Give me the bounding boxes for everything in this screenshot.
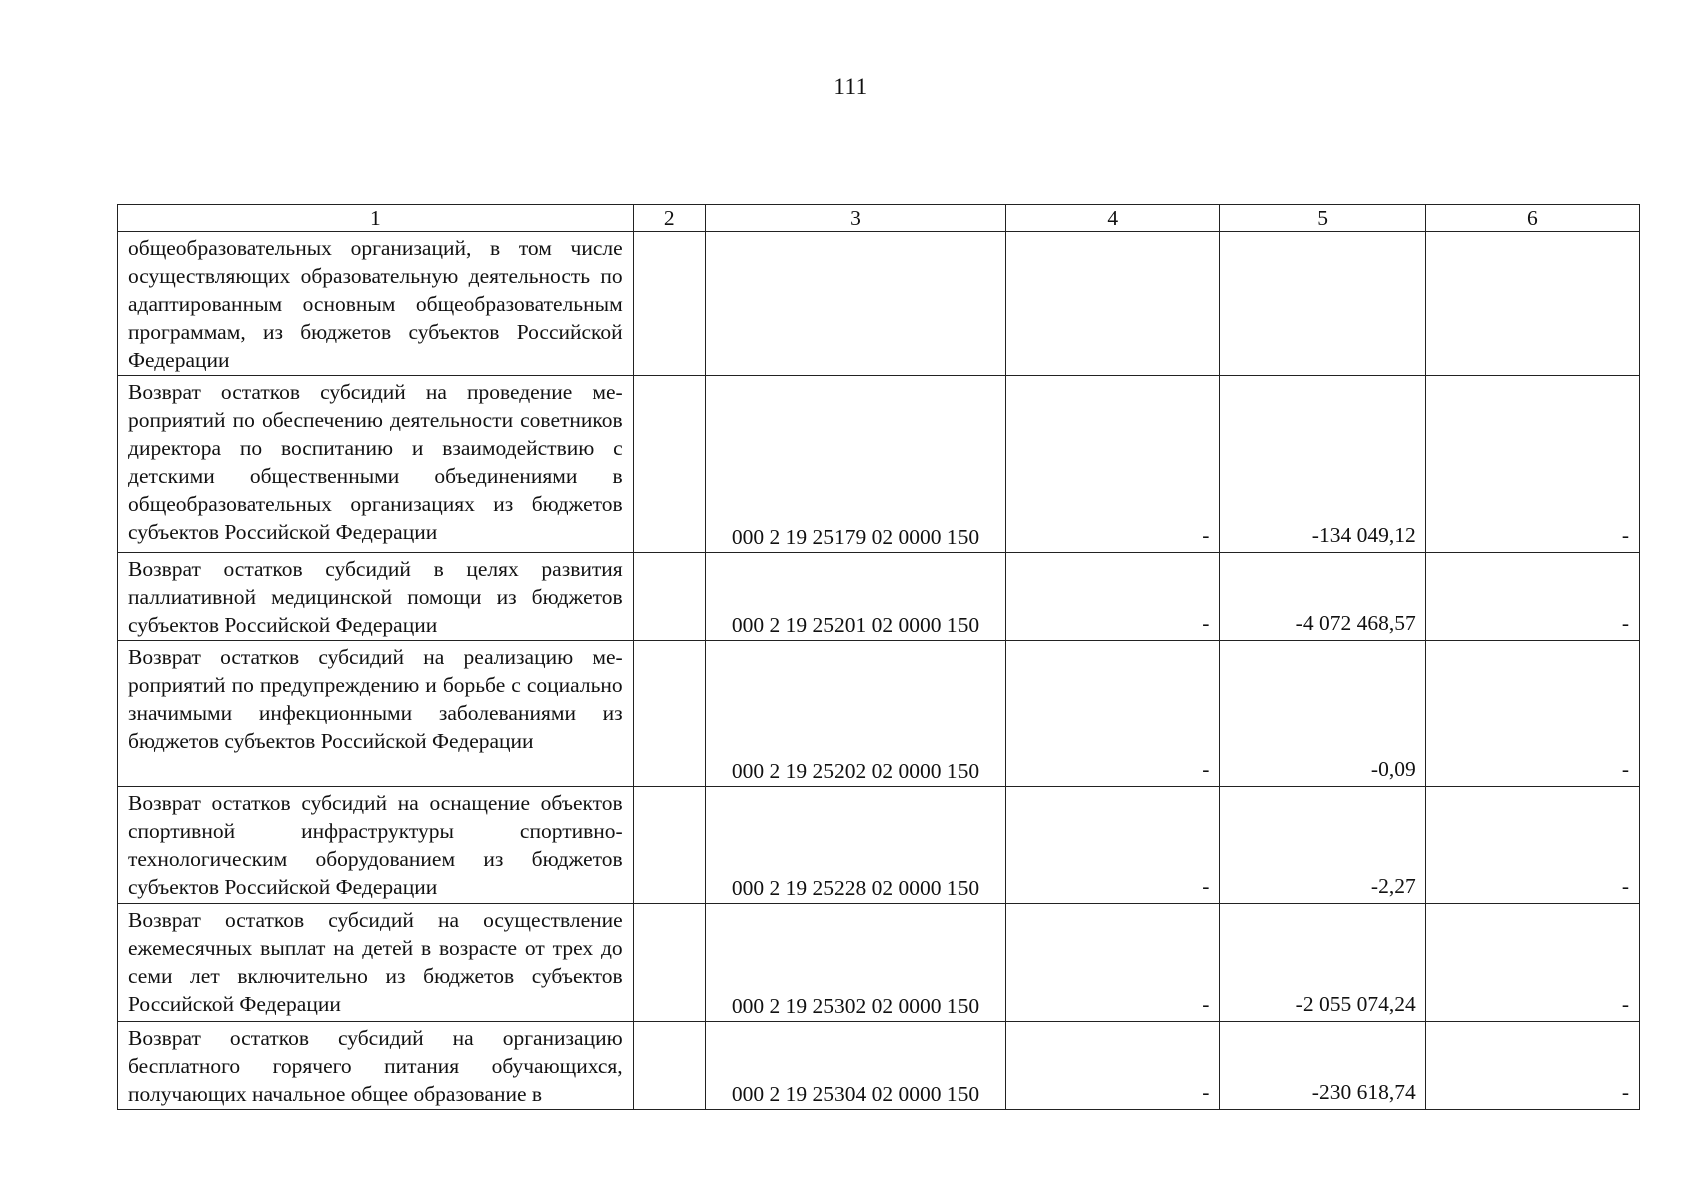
row-col4: - bbox=[1006, 1022, 1220, 1110]
row-amount: -134 049,12 bbox=[1220, 376, 1425, 553]
row-col2 bbox=[633, 1022, 705, 1110]
row-col4: - bbox=[1006, 641, 1220, 787]
row-description: Возврат остатков субсидий на проведение мероприятий по обеспечению деятельности советников директора по воспитанию и взаимодействию с детскими общественными объединениями в общеобразовательных организациях из бюджетов субъектов Российской Федерации bbox=[118, 376, 634, 553]
row-code bbox=[705, 232, 1005, 376]
row-amount bbox=[1220, 232, 1425, 376]
row-code: 000 2 19 25304 02 0000 150 bbox=[705, 1022, 1005, 1110]
column-header: 6 bbox=[1425, 205, 1639, 232]
row-code: 000 2 19 25228 02 0000 150 bbox=[705, 787, 1005, 904]
row-col2 bbox=[633, 787, 705, 904]
row-col2 bbox=[633, 641, 705, 787]
column-header: 2 bbox=[633, 205, 705, 232]
row-code: 000 2 19 25202 02 0000 150 bbox=[705, 641, 1005, 787]
table-row bbox=[118, 232, 1640, 376]
row-col6: - bbox=[1425, 553, 1639, 641]
row-col6: - bbox=[1425, 376, 1639, 553]
row-amount: -2,27 bbox=[1220, 787, 1425, 904]
column-number-row bbox=[118, 205, 1640, 232]
row-description: общеобразовательных организаций, в том числе осуществляющих образовательную деятельность по адаптированным основным общеобразовательным программам, из бюджетов субъектов Российской Федерации bbox=[118, 232, 634, 376]
row-col4: - bbox=[1006, 904, 1220, 1022]
budget-table bbox=[117, 204, 1640, 1110]
table-row bbox=[118, 787, 1640, 904]
row-amount: -2 055 074,24 bbox=[1220, 904, 1425, 1022]
table-row bbox=[118, 553, 1640, 641]
row-col6 bbox=[1425, 232, 1639, 376]
row-description: Возврат остатков субсидий на осуществление ежемесячных выплат на детей в возрасте от трех до семи лет включительно из бюджетов субъектов Российской Федерации bbox=[118, 904, 634, 1022]
row-col4: - bbox=[1006, 553, 1220, 641]
row-amount: -0,09 bbox=[1220, 641, 1425, 787]
column-header: 5 bbox=[1220, 205, 1425, 232]
column-header: 4 bbox=[1006, 205, 1220, 232]
row-col6: - bbox=[1425, 904, 1639, 1022]
page-number: 111 bbox=[833, 74, 868, 99]
row-code: 000 2 19 25302 02 0000 150 bbox=[705, 904, 1005, 1022]
row-col4: - bbox=[1006, 787, 1220, 904]
row-code: 000 2 19 25179 02 0000 150 bbox=[705, 376, 1005, 553]
row-description: Возврат остатков субсидий в целях развития паллиативной медицинской помощи из бюджетов субъектов Российской Федерации bbox=[118, 553, 634, 641]
row-description bbox=[118, 1022, 634, 1110]
row-amount: -4 072 468,57 bbox=[1220, 553, 1425, 641]
row-col2 bbox=[633, 904, 705, 1022]
table-row bbox=[118, 641, 1640, 787]
table-row bbox=[118, 1022, 1640, 1110]
row-description-text: Возврат остатков субсидий на организацию бесплатного горячего питания обучающихся, получающих начальное общее образование в bbox=[128, 1026, 623, 1106]
row-col2 bbox=[633, 376, 705, 553]
row-col6: - bbox=[1425, 641, 1639, 787]
row-col2 bbox=[633, 553, 705, 641]
column-header: 1 bbox=[118, 205, 634, 232]
row-col4: - bbox=[1006, 376, 1220, 553]
row-amount: -230 618,74 bbox=[1220, 1022, 1425, 1110]
table-row bbox=[118, 376, 1640, 553]
row-col6: - bbox=[1425, 787, 1639, 904]
column-header: 3 bbox=[705, 205, 1005, 232]
row-description: Возврат остатков субсидий на оснащение объектов спортивной инфраструктуры спортивно-технологическим оборудованием из бюджетов субъектов Российской Федерации bbox=[118, 787, 634, 904]
row-col4 bbox=[1006, 232, 1220, 376]
row-description: Возврат остатков субсидий на реализацию мероприятий по предупреждению и борьбе с социально значимыми инфекционными заболеваниями из бюджетов субъектов Российской Федерации bbox=[118, 641, 634, 787]
table-row bbox=[118, 904, 1640, 1022]
row-code: 000 2 19 25201 02 0000 150 bbox=[705, 553, 1005, 641]
row-col6: - bbox=[1425, 1022, 1639, 1110]
row-col2 bbox=[633, 232, 705, 376]
